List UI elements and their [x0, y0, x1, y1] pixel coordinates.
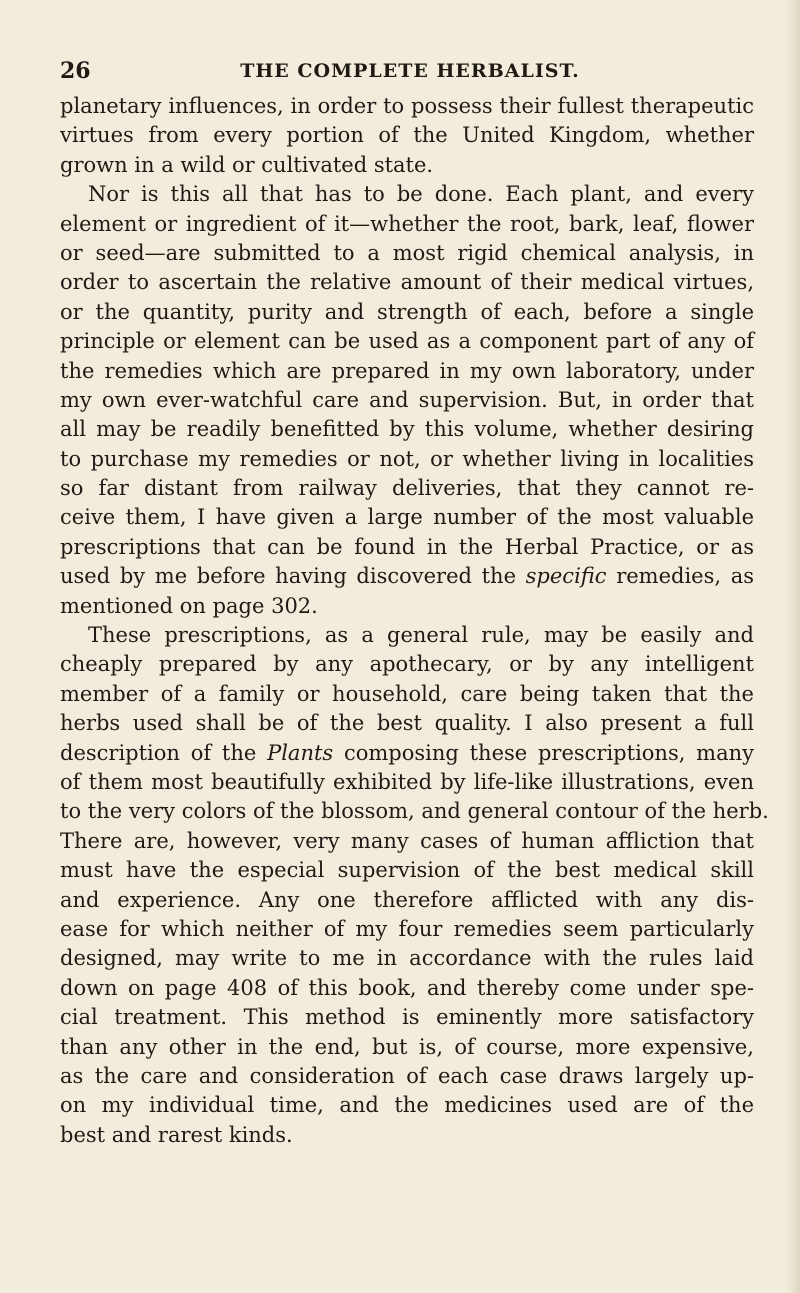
- text-line: Nor is this all that has to be done. Each plant, and every: [88, 182, 754, 207]
- text-line: herbs used shall be of the best quality. I also present a full: [60, 711, 754, 736]
- text-run: description of the: [60, 740, 268, 765]
- text-line: These prescriptions, as a general rule, may be easily and: [88, 623, 754, 648]
- text-line: prescriptions that can be found in the Herbal Practice, or as: [60, 534, 754, 559]
- text-line: my own ever-watchful care and supervision. But, in order that: [60, 387, 754, 412]
- text-line: [60, 739, 754, 768]
- text-line: to purchase my remedies or not, or whether living in localities: [60, 446, 754, 471]
- text-line: all may be readily benefitted by this volume, whether desiring: [60, 417, 754, 442]
- text-line: [60, 562, 754, 591]
- page-number: 26: [60, 58, 91, 84]
- text-line: must have the especial supervision of the best medical skill: [60, 858, 754, 883]
- text-line: designed, may write to me in accordance with the rules laid: [60, 946, 754, 971]
- text-line: planetary influences, in order to possess their fullest therapeutic: [60, 94, 754, 118]
- text-line: on my individual time, and the medicines used are of the: [60, 1093, 754, 1118]
- text-line: of them most beautifully exhibited by life-like illustrations, even: [60, 769, 754, 794]
- text-line: so far distant from railway deliveries, that they cannot re-: [60, 476, 754, 501]
- emphasized-word: specific: [525, 564, 607, 589]
- text-run: remedies, as: [606, 564, 755, 589]
- page-header: [60, 58, 760, 88]
- text-line: cheaply prepared by any apothecary, or by any intelligent: [60, 652, 754, 677]
- text-line: principle or element can be used as a component part of any of: [60, 329, 754, 354]
- emphasized-word: Plants: [267, 740, 334, 765]
- text-line: element or ingredient of it—whether the root, bark, leaf, flower: [60, 211, 754, 236]
- text-line: member of a family or household, care being taken that the: [60, 681, 754, 706]
- text-line: than any other in the end, but is, of course, more expensive,: [60, 1034, 754, 1059]
- text-line: virtues from every portion of the United Kingdom, whether: [60, 123, 754, 148]
- body-text: [60, 92, 769, 1150]
- text-line: order to ascertain the relative amount of their medical virtues,: [60, 270, 754, 295]
- text-line: ceive them, I have given a large number of the most valuable: [60, 505, 754, 530]
- text-line: grown in a wild or cultivated state.: [60, 152, 434, 177]
- text-line: or the quantity, purity and strength of each, before a single: [60, 299, 754, 324]
- text-run: composing these prescriptions, many: [333, 740, 755, 765]
- text-line: as the care and consideration of each case draws largely up-: [60, 1063, 754, 1088]
- running-head: THE COMPLETE HERBALIST.: [240, 60, 580, 82]
- page-edge-shadow: [786, 0, 800, 1293]
- text-line: the remedies which are prepared in my own laboratory, under: [60, 358, 754, 383]
- text-line: down on page 408 of this book, and thereby come under spe-: [60, 975, 754, 1000]
- text-line: or seed—are submitted to a most rigid chemical analysis, in: [60, 240, 754, 265]
- text-run: used by me before having discovered the: [60, 564, 526, 589]
- text-line: and experience. Any one therefore afflicted with any dis-: [60, 887, 754, 912]
- text-line: to the very colors of the blossom, and general contour of the herb.: [60, 799, 769, 824]
- text-line: There are, however, very many cases of human affliction that: [60, 828, 754, 853]
- text-line: best and rarest kinds.: [60, 1122, 293, 1147]
- text-line: cial treatment. This method is eminently more satisfactory: [60, 1005, 754, 1030]
- text-line: mentioned on page 302.: [60, 593, 318, 618]
- text-line: ease for which neither of my four remedies seem particularly: [60, 916, 754, 941]
